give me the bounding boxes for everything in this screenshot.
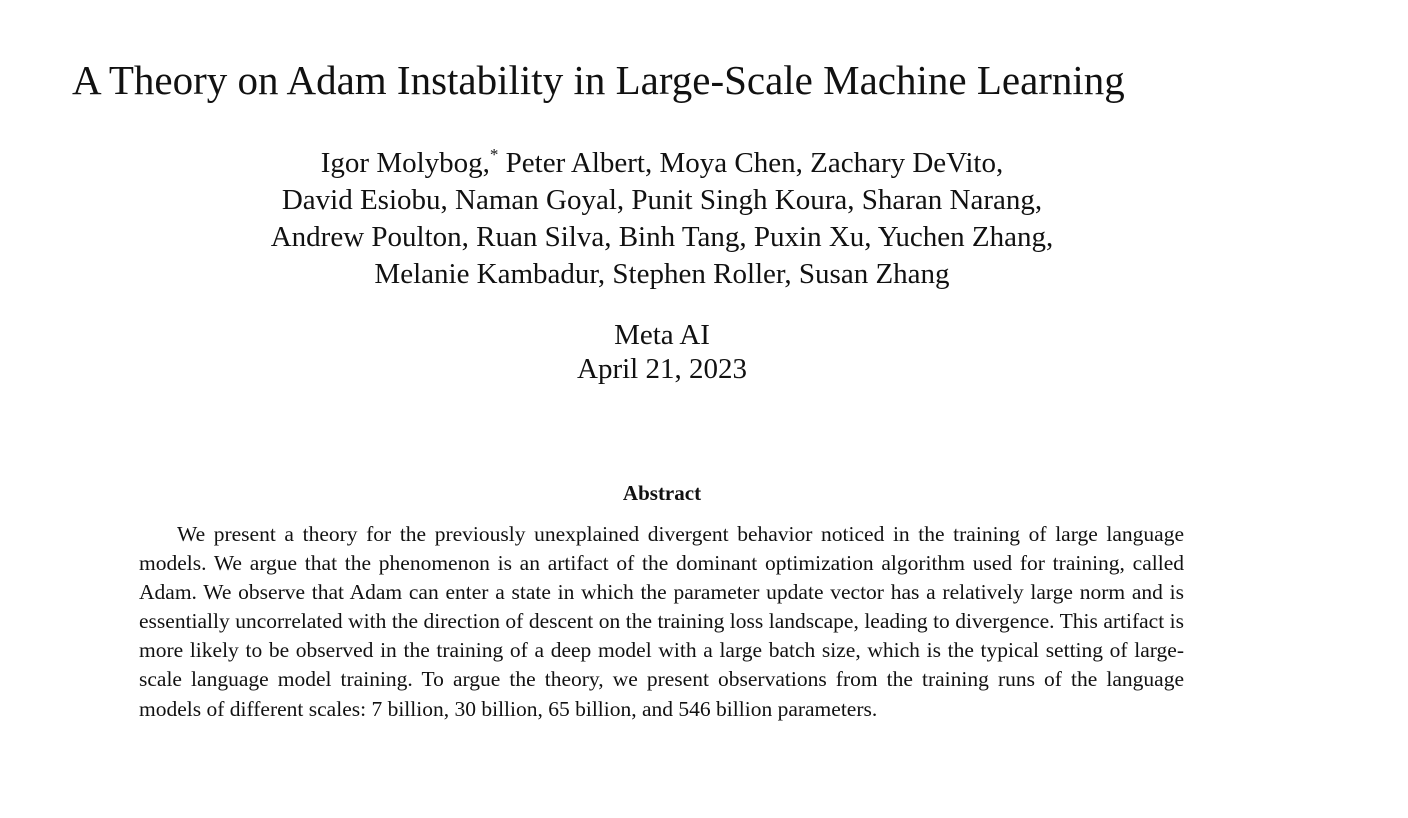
paper-title: A Theory on Adam Instability in Large-Scale Machine Learning xyxy=(72,57,1125,103)
affiliation: Meta AI xyxy=(614,319,710,351)
author-line-1 xyxy=(140,145,1184,182)
footnote-mark: * xyxy=(489,145,499,164)
affiliation-block xyxy=(140,318,1184,386)
author-line-4: Melanie Kambadur, Stephen Roller, Susan Zhang xyxy=(374,258,950,290)
first-author: Igor Molybog, xyxy=(320,147,490,179)
author-list xyxy=(140,145,1184,293)
author-line-1-rest: Peter Albert, Moya Chen, Zachary DeVito, xyxy=(498,147,1004,179)
author-line-3: Andrew Poulton, Ruan Silva, Binh Tang, Puxin Xu, Yuchen Zhang, xyxy=(270,221,1054,253)
publication-date: April 21, 2023 xyxy=(577,353,747,385)
author-line-2: David Esiobu, Naman Goyal, Punit Singh Koura, Sharan Narang, xyxy=(281,184,1043,216)
abstract-heading: Abstract xyxy=(622,481,702,505)
abstract-text: We present a theory for the previously unexplained divergent behavior noticed in the training of large language models. We argue that the phenomenon is an artifact of the dominant optimization algorithm used for training, called Adam. We observe that Adam can enter a state in which the parameter update vector has a relatively large norm and is essentially uncorrelated with the direction of descent on the training loss landscape, leading to divergence. This artifact is more likely to be observed in the training of a deep model with a large batch size, which is the typical setting of large-scale language model training. To argue the theory, we present observations from the training runs of the language models of different scales: 7 billion, 30 billion, 65 billion, and 546 billion parameters. xyxy=(139,522,1184,721)
